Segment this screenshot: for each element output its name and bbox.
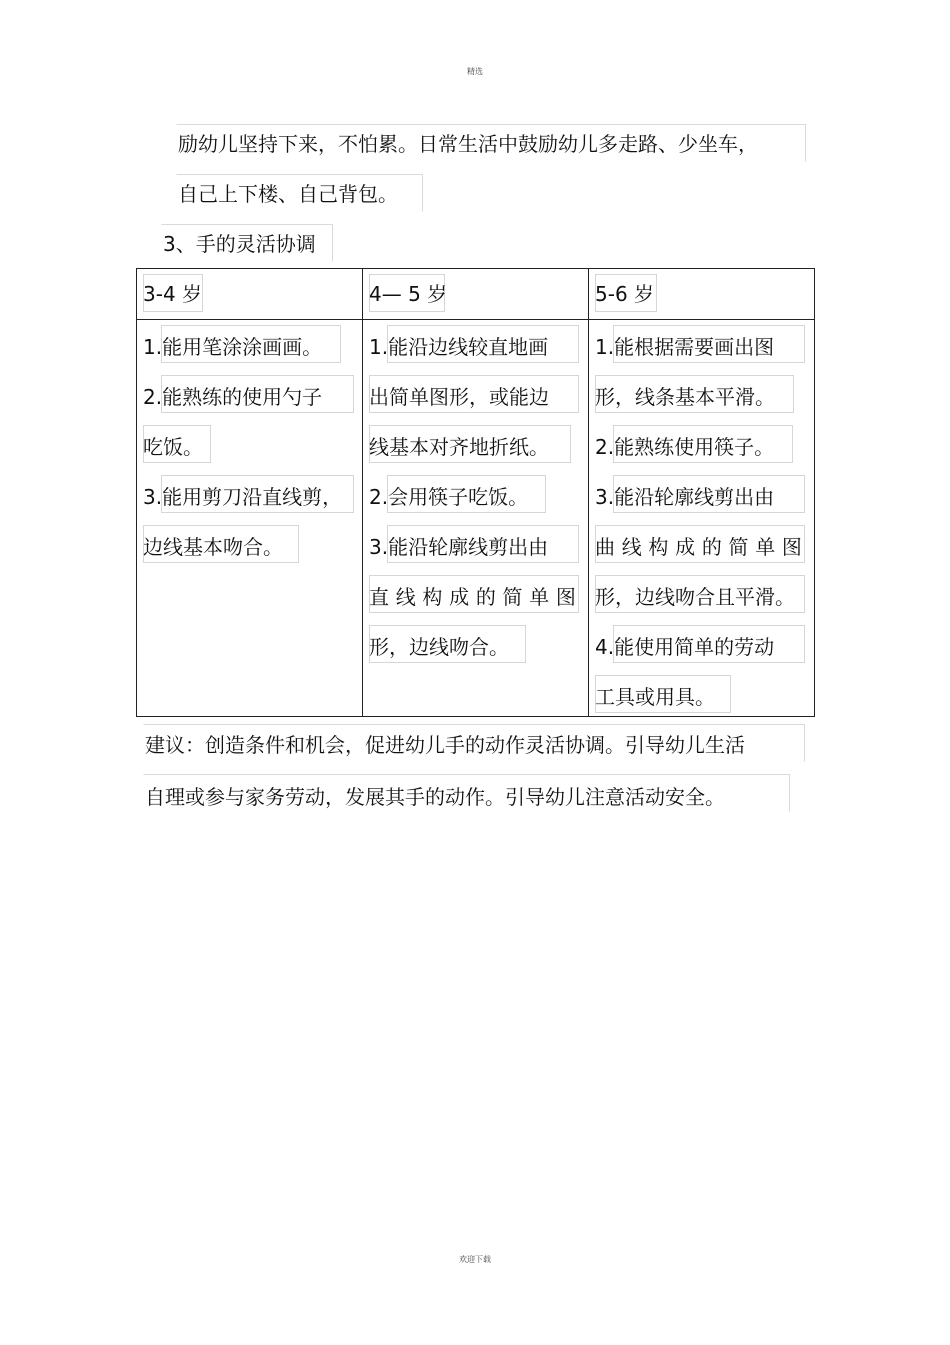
list-item: 2.会用筷子吃饭。 (369, 485, 529, 509)
suggestion-line-1: 建议：创造条件和机会，促进幼儿手的动作灵活协调。引导幼儿生活 (145, 733, 745, 757)
page-footer-mark: 欢迎下载 (459, 1255, 491, 1264)
list-item: 线基本对齐地折纸。 (369, 435, 549, 459)
suggestion-line-2: 自理或参与家务劳动，发展其手的动作。引导幼儿注意活动安全。 (145, 785, 725, 809)
list-item: 1.能根据需要画出图 (595, 335, 775, 359)
list-item: 边线基本吻合。 (143, 535, 283, 559)
section-heading: 3、手的灵活协调 (163, 232, 316, 256)
intro-line-1: 励幼儿坚持下来，不怕累。日常生活中鼓励幼儿多走路、少坐车， (178, 132, 758, 156)
list-item: 1.能用笔涂涂画画。 (143, 335, 323, 359)
list-item: 形，边线吻合且平滑。 (595, 585, 795, 609)
table-header-row (137, 269, 815, 320)
list-item: 直 线 构 成 的 简 单 图 (369, 585, 576, 609)
list-item: 2.能熟练使用筷子。 (595, 435, 775, 459)
list-item: 3.能用剪刀沿直线剪， (143, 485, 343, 509)
list-item: 吃饭。 (143, 435, 203, 459)
list-item: 2.能熟练的使用勺子 (143, 385, 323, 409)
list-item: 出简单图形，或能边 (369, 385, 549, 409)
list-item: 1.能沿边线较直地画 (369, 335, 549, 359)
list-item: 曲 线 构 成 的 简 单 图 (595, 535, 802, 559)
hand-coordination-table (136, 268, 815, 717)
intro-line-2: 自己上下楼、自己背包。 (178, 182, 398, 206)
list-item: 工具或用具。 (595, 685, 715, 709)
col-age-5-6 (589, 320, 815, 717)
page-header-mark: 精选 (467, 67, 483, 76)
list-item: 3.能沿轮廓线剪出由 (369, 535, 549, 559)
list-item: 3.能沿轮廓线剪出由 (595, 485, 775, 509)
list-item: 形，线条基本平滑。 (595, 385, 775, 409)
table-body-row (137, 320, 815, 717)
header-age-5-6: 5-6 岁 (589, 269, 815, 320)
header-age-4-5: 4— 5 岁 (363, 269, 589, 320)
col-age-3-4 (137, 320, 363, 717)
list-item: 形，边线吻合。 (369, 635, 509, 659)
col-age-4-5 (363, 320, 589, 717)
list-item: 4.能使用简单的劳动 (595, 635, 775, 659)
header-age-3-4: 3-4 岁 (137, 269, 363, 320)
